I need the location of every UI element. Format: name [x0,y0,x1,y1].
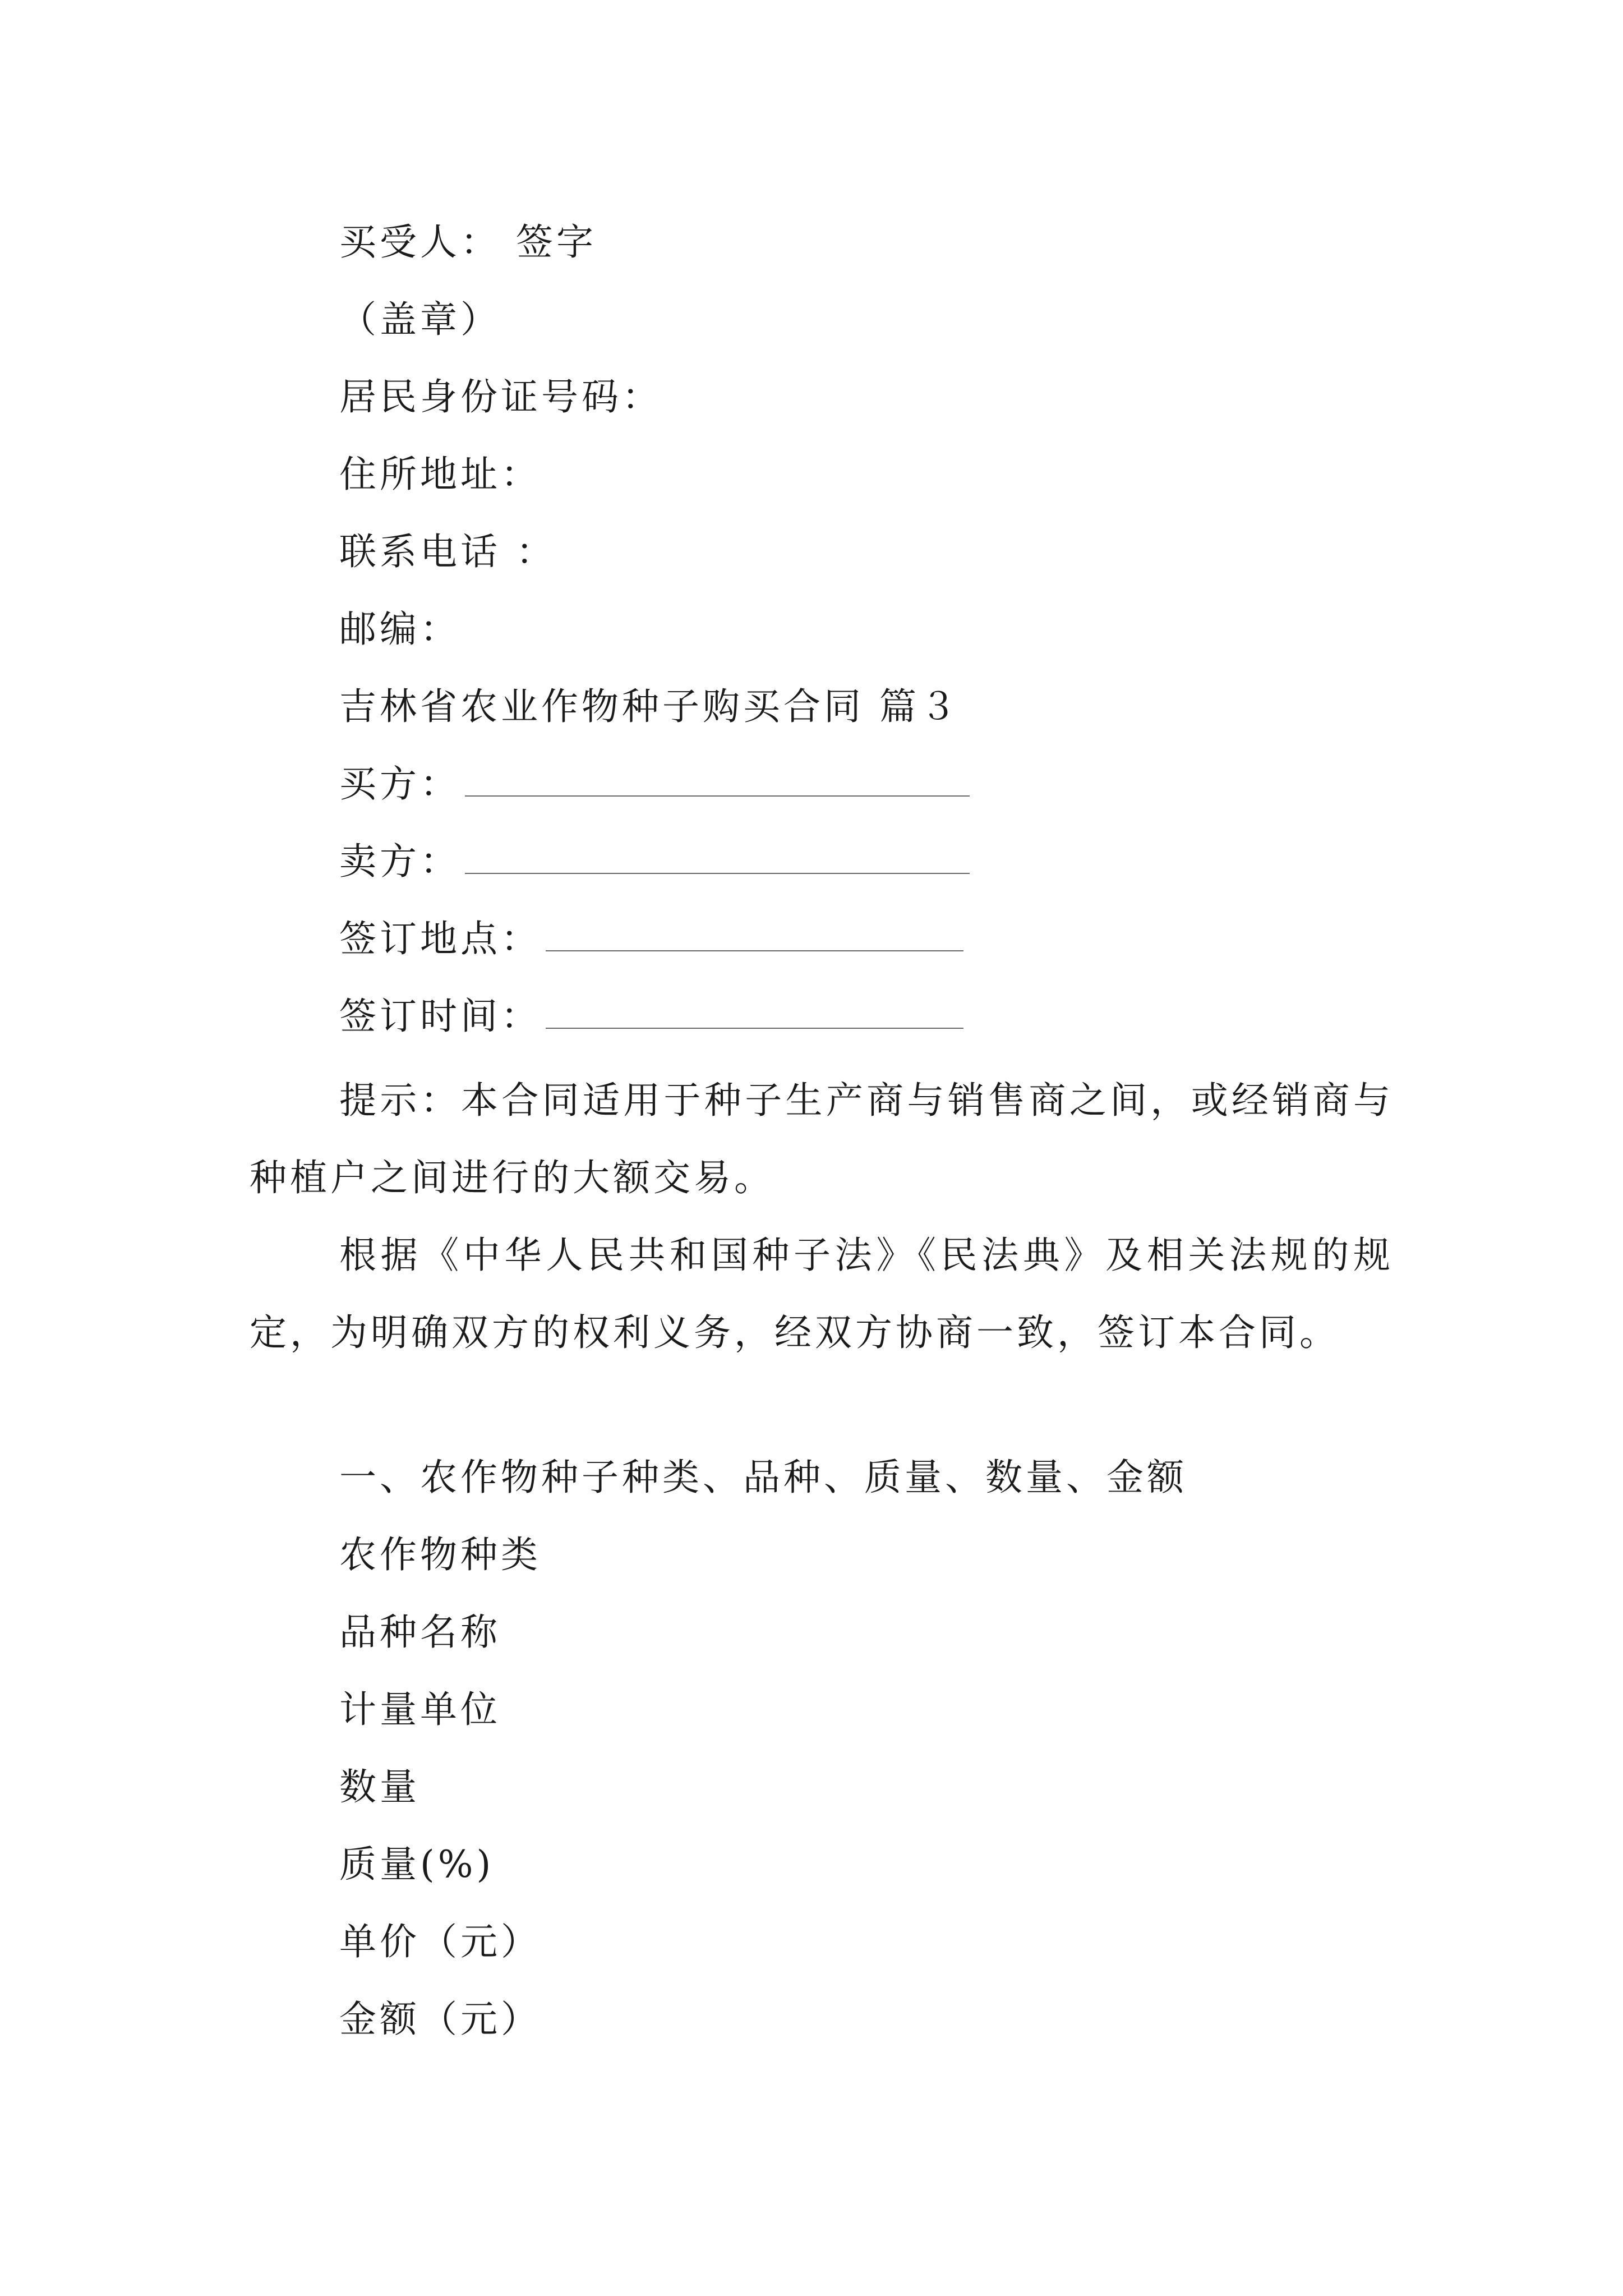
section1-item [339,1920,1399,1964]
sign-time-label: 签订时间： [339,995,541,1038]
sign-place-blank [546,921,963,951]
tip-paragraph: 提示：本合同适用于种子生产商与销售商之间，或经销商与种植户之间进行的大额交易。 [250,1079,1394,1199]
seal-line [339,297,1399,342]
address-label: 住所地址： [339,453,541,496]
sign-time-blank [546,999,963,1029]
section1-item [339,1842,1399,1887]
item-crop-type: 农作物种类 [339,1533,541,1576]
buyer-line [339,762,1399,807]
item-unit-price: 单价（元） [339,1920,541,1963]
buyer-blank [465,766,970,797]
postcode-label: 邮编： [339,608,460,651]
buyer-sign-label: 买受人： 签字 [339,220,597,264]
seller-blank [465,844,970,874]
sign-place-line [339,917,1399,961]
phone-label: 联系电话 ： [339,530,556,573]
section1-item [339,1997,1399,2042]
section1-item [339,1533,1399,1577]
item-quantity: 数量 [339,1765,420,1809]
id-number-line [339,375,1399,420]
section1-item [339,1765,1399,1810]
section1-heading-text: 一、农作物种子种类、品种、质量、数量、金额 [339,1456,1187,1499]
buyer-label: 买方： [339,762,460,806]
postcode-line [339,607,1399,652]
seller-label: 卖方： [339,840,460,883]
buyer-sign-line [339,220,1399,265]
contract-title [339,684,1399,729]
item-amount: 金额（元） [339,1998,541,2041]
section1-heading [339,1455,1399,1500]
phone-line [339,530,1399,574]
sign-place-label: 签订地点： [339,917,541,960]
section1-item [339,1610,1399,1655]
id-number-label: 居民身份证号码： [339,375,662,418]
basis-paragraph: 根据《中华人民共和国种子法》《民法典》及相关法规的规定，为明确双方的权利义务，经双方协商一致，签订本合同。 [250,1234,1394,1354]
contract-title-text: 吉林省农业作物种子购买合同 篇３ [339,685,960,728]
item-unit: 计量单位 [339,1688,501,1731]
address-line [339,452,1399,497]
item-variety-name: 品种名称 [339,1611,501,1654]
sign-time-line [339,994,1399,1039]
item-quality: 质量(%) [339,1843,495,1886]
section1-item [339,1687,1399,1732]
seller-line [339,839,1399,884]
seal-label: （盖章） [339,298,501,341]
